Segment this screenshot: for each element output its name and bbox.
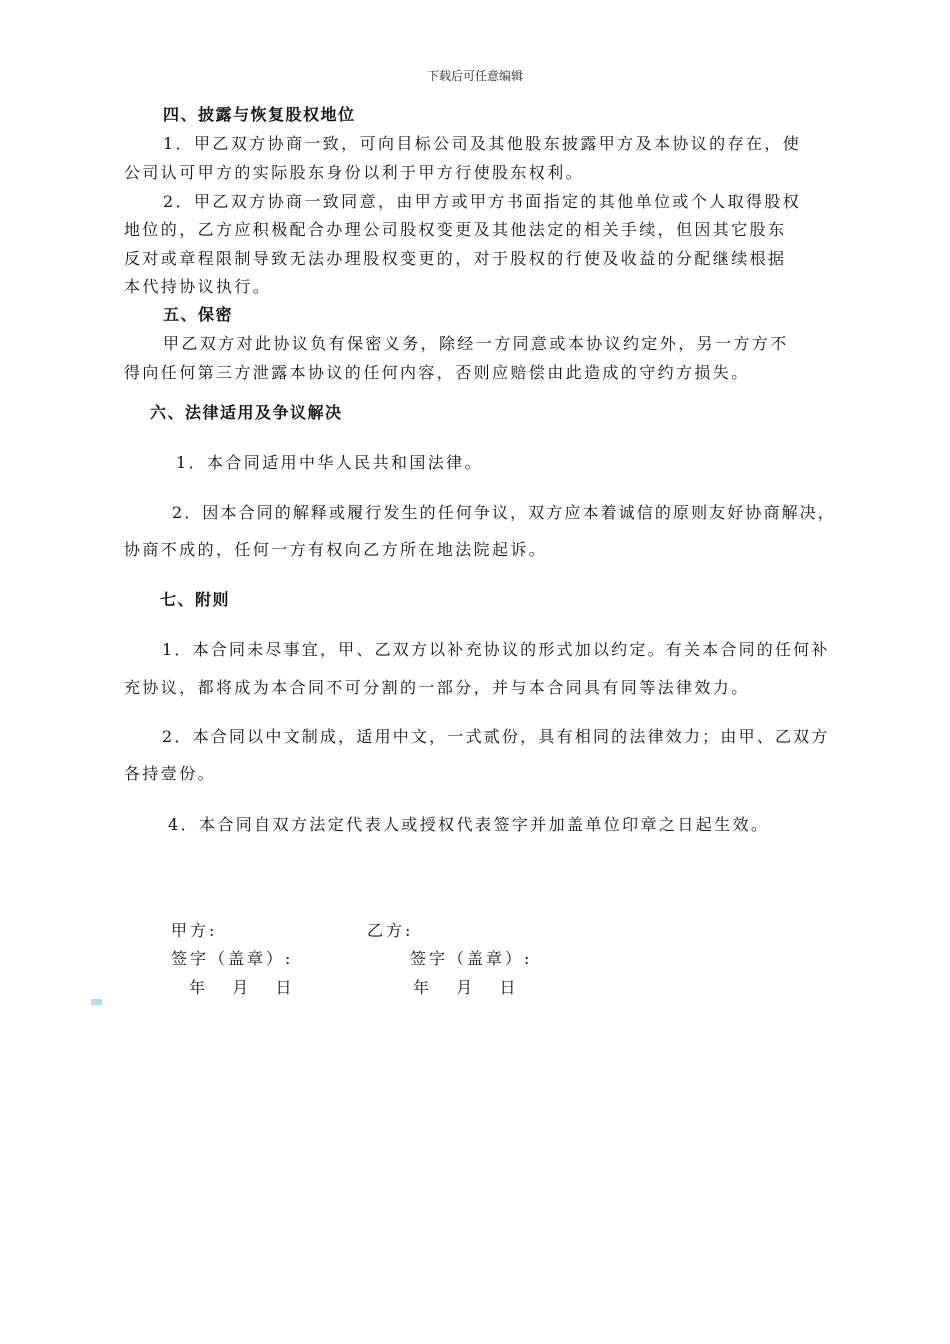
- party-a-sign-label: 签字（盖章）:: [171, 949, 294, 968]
- section5-title: 五、保密: [163, 305, 234, 324]
- section6-p1: 1．本合同适用中华人民共和国法律。: [176, 453, 483, 472]
- section5-p1-line1: 甲乙双方对此协议负有保密义务，除经一方同意或本协议约定外，另一方方不: [163, 334, 789, 353]
- section4-p2-line1: 2．甲乙双方协商一致同意，由甲方或甲方书面指定的其他单位或个人取得股权: [163, 192, 802, 211]
- section7-p1-line1: 1．本合同未尽事宜，甲、乙双方以补充协议的形式加以约定。有关本合同的任何补: [162, 640, 830, 659]
- party-a-date: 年 月 日: [189, 978, 295, 997]
- section7-p2-line1: 2．本合同以中文制成，适用中文，一式贰份，具有相同的法律效力；由甲、乙双方: [162, 727, 830, 746]
- section7-p2-line2: 各持壹份。: [124, 764, 217, 783]
- section7-title: 七、附则: [160, 590, 231, 609]
- section6-p2-line2: 协商不成的，任何一方有权向乙方所在地法院起诉。: [124, 540, 548, 559]
- party-b-label: 乙方:: [367, 921, 414, 940]
- section4-title: 四、披露与恢复股权地位: [163, 105, 356, 124]
- highlight-marker: [91, 999, 102, 1005]
- section7-p1-line2: 充协议，都将成为本合同不可分割的一部分，并与本合同具有同等法律效力。: [124, 678, 750, 697]
- section5-p1-line2: 得向任何第三方泄露本协议的任何内容，否则应赔偿由此造成的守约方损失。: [124, 363, 750, 382]
- page-header: 下载后可任意编辑: [426, 69, 523, 83]
- section4-p2-line4: 本代持协议执行。: [124, 277, 272, 296]
- section4-p1-line1: 1．甲乙双方协商一致，可向目标公司及其他股东披露甲方及本协议的存在，使: [163, 134, 802, 153]
- section4-p2-line3: 反对或章程限制导致无法办理股权变更的，对于股权的行使及收益的分配继续根据: [124, 249, 787, 268]
- party-b-sign-label: 签字（盖章）:: [410, 949, 533, 968]
- section6-p2-line1: 2．因本合同的解释或履行发生的任何争议，双方应本着诚信的原则友好协商解决，: [172, 503, 836, 522]
- section4-p2-line2: 地位的，乙方应积极配合办理公司股权变更及其他法定的相关手续，但因其它股东: [124, 220, 787, 239]
- section4-p1-line2: 公司认可甲方的实际股东身份以利于甲方行使股东权利。: [124, 163, 585, 182]
- party-a-label: 甲方:: [171, 921, 218, 940]
- section6-title: 六、法律适用及争议解决: [150, 403, 343, 422]
- party-b-date: 年 月 日: [413, 978, 519, 997]
- section7-p3: 4．本合同自双方法定代表人或授权代表签字并加盖单位印章之日起生效。: [168, 815, 770, 834]
